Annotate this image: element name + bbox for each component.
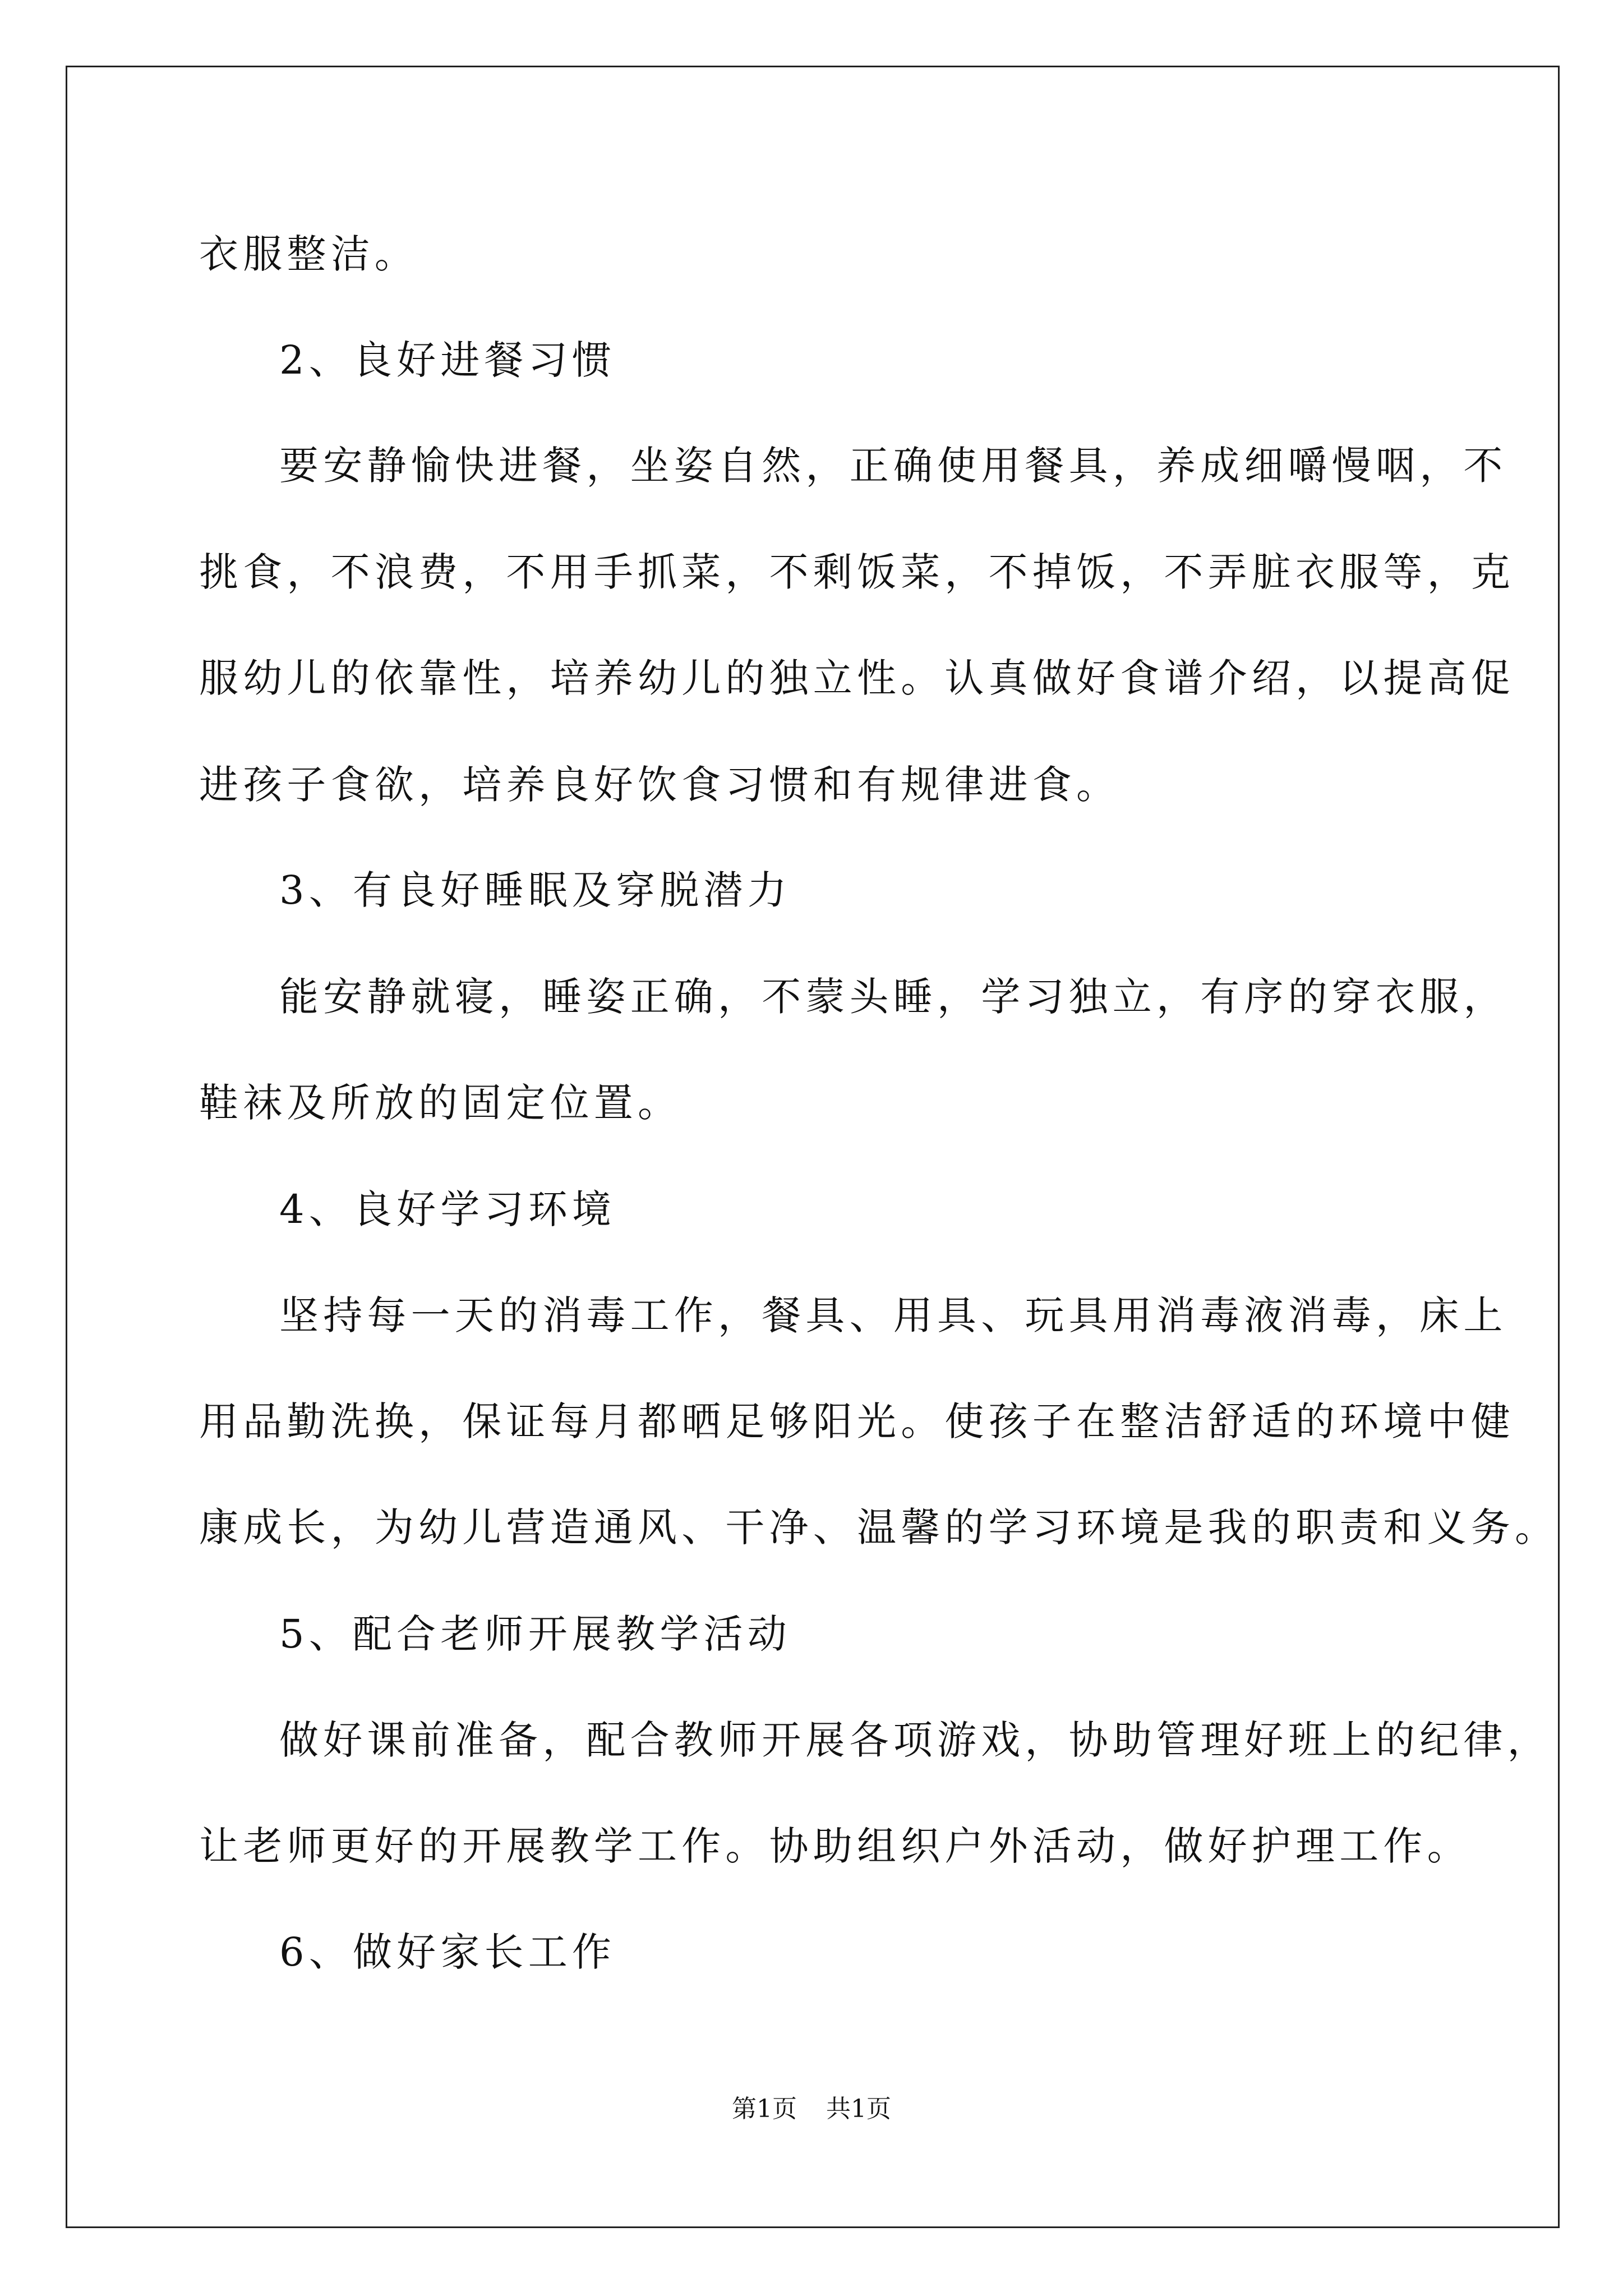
paragraph-line: 要安静愉快进餐，坐姿自然，正确使用餐具，养成细嚼慢咽，不: [279, 443, 1507, 489]
paragraph-line: 挑食，不浪费，不用手抓菜，不剩饭菜，不掉饭，不弄脏衣服等，克: [199, 549, 1515, 595]
section-heading: 4、良好学习环境: [279, 1186, 616, 1232]
paragraph-line: 让老师更好的开展教学工作。协助组织户外活动，做好护理工作。: [199, 1823, 1471, 1869]
paragraph-line: 做好课前准备，配合教师开展各项游戏，协助管理好班上的纪律，: [279, 1717, 1551, 1763]
text-line: 衣服整洁。: [199, 231, 418, 277]
section-heading: 3、有良好睡眠及穿脱潜力: [279, 867, 791, 913]
paragraph-line: 坚持每一天的消毒工作，餐具、用具、玩具用消毒液消毒，床上: [279, 1292, 1507, 1338]
page-border: [66, 66, 1560, 2228]
section-heading: 2、良好进餐习惯: [279, 337, 616, 383]
paragraph-line: 进孩子食欲，培养良好饮食习惯和有规律进食。: [199, 762, 1121, 808]
section-heading: 5、配合老师开展教学活动: [279, 1611, 791, 1657]
page-number: 第1页: [732, 2095, 797, 2123]
page-total: 共1页: [826, 2095, 891, 2123]
paragraph-line: 服幼儿的依靠性，培养幼儿的独立性。认真做好食谱介绍，以提高促: [199, 655, 1515, 701]
paragraph-line: 能安静就寝，睡姿正确，不蒙头睡，学习独立，有序的穿衣服，: [279, 974, 1507, 1020]
paragraph-line: 用品勤洗换，保证每月都晒足够阳光。使孩子在整洁舒适的环境中健: [199, 1398, 1515, 1444]
section-heading: 6、做好家长工作: [279, 1929, 616, 1975]
page-footer: [0, 2097, 1623, 2122]
paragraph-line: 鞋袜及所放的固定位置。: [199, 1080, 682, 1126]
paragraph-line: 康成长，为幼儿营造通风、干净、温馨的学习环境是我的职责和义务。: [199, 1504, 1559, 1550]
